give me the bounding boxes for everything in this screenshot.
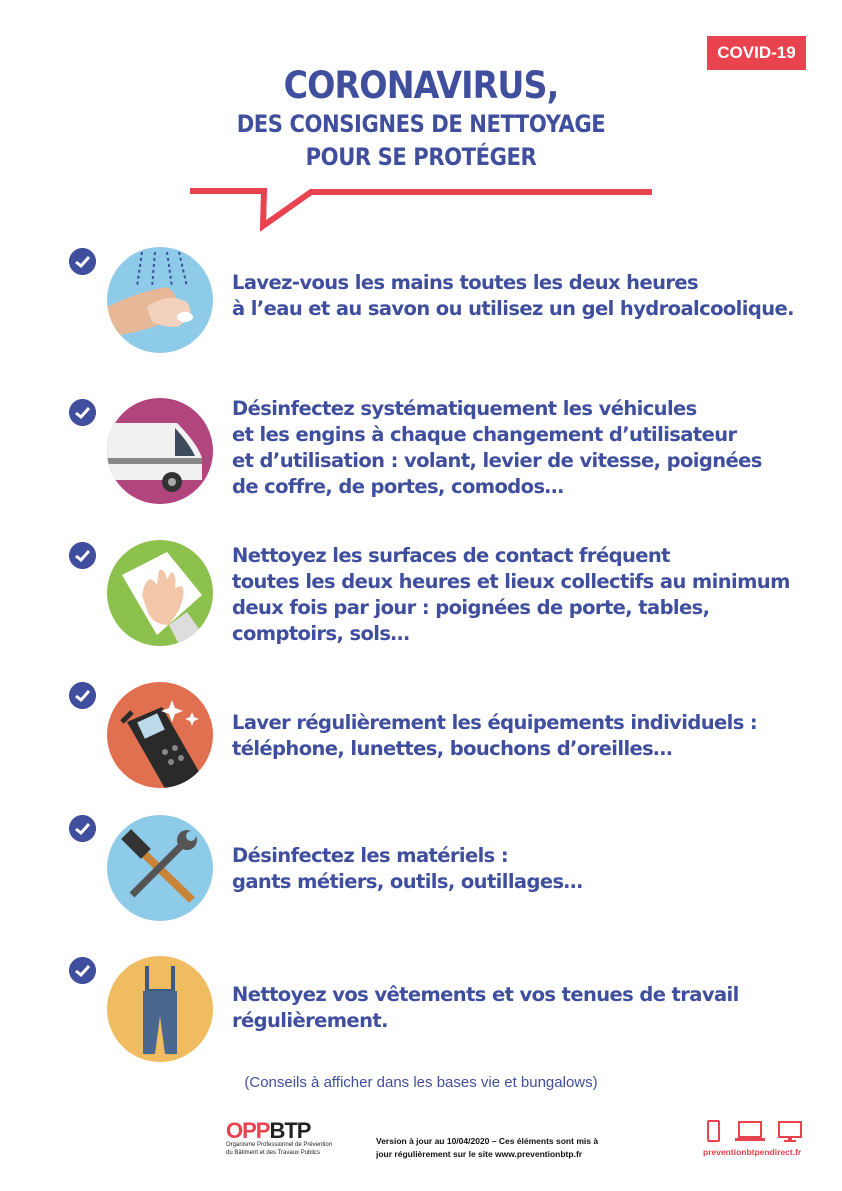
oppbtp-logo: OPPBTP [226, 1118, 311, 1143]
check-icon [69, 957, 96, 984]
instruction-text: Désinfectez les matériels : gants métiers, outils, outillages… [232, 844, 583, 893]
page-subtitle-1: DES CONSIGNES DE NETTOYAGE [236, 110, 606, 138]
instruction-text: Lavez-vous les mains toutes les deux heures à l’eau et au savon ou utilisez un gel hydroalcoolique. [232, 271, 794, 320]
devices-icon [706, 1120, 806, 1144]
check-icon [69, 542, 96, 569]
instruction-text: Nettoyez les surfaces de contact fréquent toutes les deux heures et lieux collectifs au minimum deux fois par jour : poignées de porte, tables, comptoirs, sols… [232, 544, 790, 645]
check-icon [69, 248, 96, 275]
check-icon [69, 682, 96, 709]
site-link[interactable]: preventionbtpendirect.fr [703, 1147, 802, 1157]
page-subtitle-2: POUR SE PROTÉGER [305, 143, 537, 171]
tools-icon [107, 815, 213, 921]
hand-washing-icon [107, 247, 213, 353]
instruction-text: Désinfectez systématiquement les véhicules et les engins à chaque changement d’utilisateur et d’utilisation : volant, levier de vitesse, poignées de coffre, de portes, comodos… [232, 397, 762, 498]
overalls-icon [107, 956, 213, 1062]
speech-bubble-line [0, 0, 842, 240]
covid-badge: COVID-19 [707, 36, 806, 70]
instruction-text: Laver régulièrement les équipements individuels : téléphone, lunettes, bouchons d’oreilles… [232, 711, 758, 760]
version-text: Version à jour au 10/04/2020 – Ces éléments sont mis à jour régulièrement sur le site www.preventionbtp.fr [376, 1136, 599, 1159]
wipe-surface-icon [107, 540, 213, 646]
logo-subtitle: Organisme Professionnel de Prévention du Bâtiment et des Travaux Publics [226, 1142, 333, 1156]
instruction-text: Nettoyez vos vêtements et vos tenues de travail régulièrement. [232, 983, 739, 1032]
check-icon [69, 399, 96, 426]
display-note: (Conseils à afficher dans les bases vie et bungalows) [244, 1074, 598, 1091]
phone-icon [107, 682, 213, 788]
van-icon [107, 398, 213, 504]
page-title: CORONAVIRUS, [283, 64, 559, 107]
check-icon [69, 815, 96, 842]
